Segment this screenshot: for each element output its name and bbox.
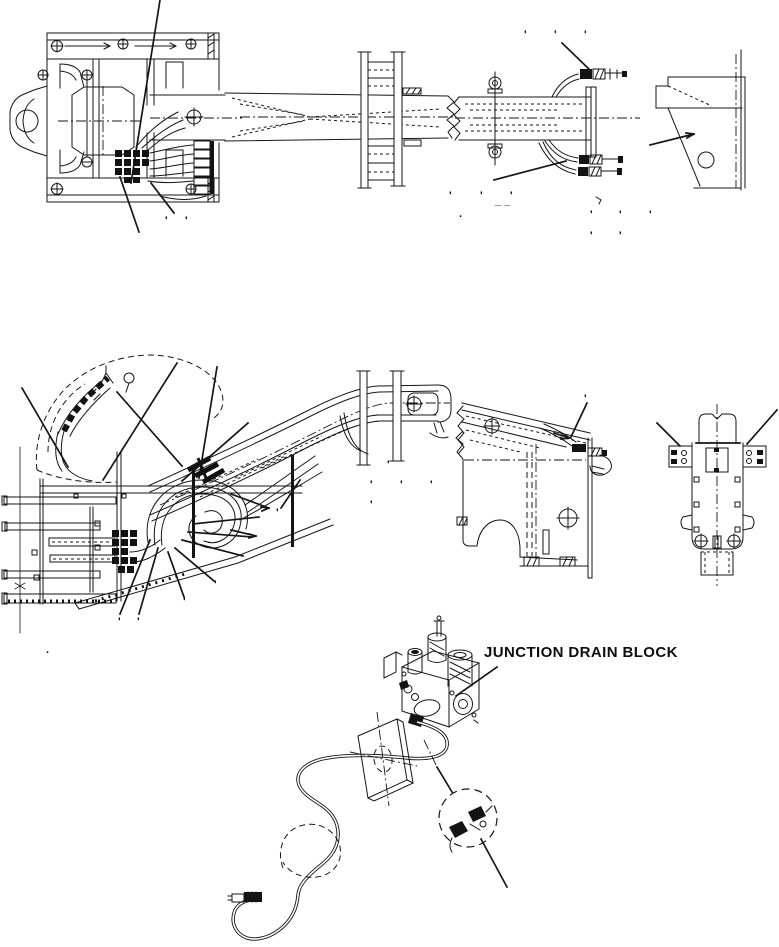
residual-callout-mark: ' (165, 215, 168, 227)
residual-callout-mark: ' (370, 479, 373, 491)
residual-callout-mark: ' (214, 579, 217, 591)
boom-end-plan-view (454, 43, 640, 204)
residual-callout-mark: ' (524, 29, 527, 41)
residual-callout-mark: ' (449, 190, 452, 202)
residual-callout-mark: ' (480, 190, 483, 202)
hose-end-fitting (244, 892, 262, 902)
residual-callout-mark: ' (400, 479, 403, 491)
residual-callout-mark: ' (276, 507, 279, 519)
frame-side-view (456, 403, 611, 578)
detail-circle (424, 740, 507, 887)
drain-hose (228, 722, 447, 939)
loader-arm-side-view (2, 355, 451, 633)
junction-drain-block-label: JUNCTION DRAIN BLOCK (484, 644, 678, 661)
junction-drain-block (384, 616, 479, 727)
residual-callout-mark: ' (619, 209, 622, 221)
boom-rear-view (657, 404, 777, 586)
residual-callout-mark: ' (649, 209, 652, 221)
residual-callout-mark: ' (430, 479, 433, 491)
residual-callout-mark: ' (183, 596, 186, 608)
label-leader-line (456, 667, 497, 696)
residual-callout-mark: ' (370, 499, 373, 511)
residual-callout-mark: ' (137, 616, 140, 628)
residual-callout-mark: ' (185, 215, 188, 227)
residual-callout-mark: ' (387, 459, 390, 471)
leader-lines (437, 767, 507, 887)
leader-lines (22, 363, 300, 614)
boom-plan-view (225, 52, 456, 188)
frame-plan-view (10, 0, 242, 232)
residual-callout-mark: ' (118, 616, 121, 628)
bracket-side-view (650, 50, 745, 190)
clamp-phantom-outline (280, 824, 340, 877)
residual-callout-mark: ' (554, 29, 557, 41)
residual-callout-mark: ' (584, 29, 587, 41)
residual-callout-mark: ' (619, 230, 622, 242)
residual-callout-mark: ' (590, 230, 593, 242)
residual-callout-mark: ' (584, 393, 587, 405)
leader-line (424, 740, 436, 765)
leader-line (494, 43, 591, 180)
residual-callout-mark: ' (590, 209, 593, 221)
residual-callout-mark: ' (510, 190, 513, 202)
leader-arrow (650, 133, 694, 145)
residual-callout-mark: _ _ (495, 195, 511, 207)
residual-callout-mark: . (46, 644, 50, 656)
residual-callout-mark: . (459, 208, 463, 220)
